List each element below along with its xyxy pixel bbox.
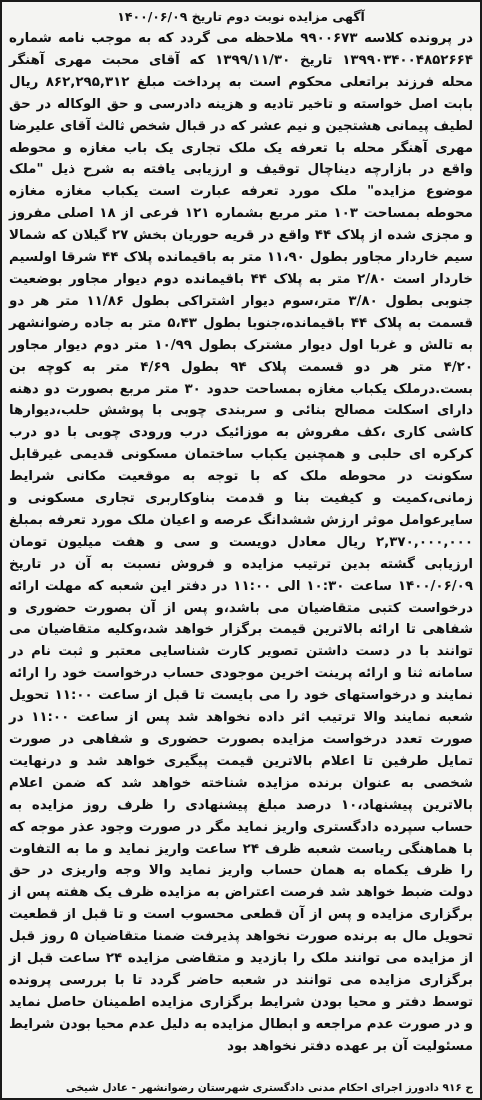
notice-body — [9, 28, 473, 1058]
notice-footer: ح ۹۱۶ دادورز اجرای احکام مدنی دادگستری شهرستان رضوانشهر - عادل شیخی — [65, 1082, 473, 1094]
notice-body-paragraph: در پرونده کلاسه ۹۹۰۰۶۷۳ ملاحظه می گردد که به موجب نامه شماره ۱۳۹۹۰۳۴۰۰۴۸۵۲۶۶۴ تاریخ ۱۳۹۹/۱۱/۳۰ که آقای محبت مهری آهنگر محله فرزند براتعلی محکوم است به پرداخت مبلغ ۸۶۲,۲۹۵,۳۱۲ ریال بابت اصل خواسته و تاخیر تادیه و هزینه دادرسی و حق الوکاله در حق لطیف پیمانی هشتجین و نیم عشر که در قبال شخص ثالث آقای علیرضا مهری آهنگر محله با تعرفه یک ملک تجاری یک باب مغازه و محوطه واقع در بازارچه دیناچال توقیف و ارزیابی یافته به شرح ذیل "ملک موضوع مزایده" ملک مورد تعرفه عبارت است یکباب مغازه مغازه محوطه بمساحت ۱۰۳ متر مربع بشماره ۱۲۱ فرعی از ۱۸ اصلی مفروز و مجزی شده از پلاک ۴۴ واقع در قریه حوریان بخش ۲۷ گیلان که شمالا سیم خاردار مجاور بطول ۱۱،۹۰ متر به باقیمانده پلاک ۴۴ شرقا اولسیم خاردار است ۲/۸۰ متر به پلاک ۴۴ باقیمانده دوم دیوار مجاور بوضعیت جنوبی بطول ۳/۸۰ متر،سوم دیوار اشتراکی بطول ۱۱/۸۶ متر هر دو قسمت به پلاک ۴۴ باقیمانده،جنوبا بطول ۵،۴۳ متر به جاده رضوانشهر به تالش و غربا اول دیوار مشترک بطول ۱۰/۹۹ متر دوم دیوار مجاور ۴/۲۰ متر هر دو قسمت پلاک ۹۴ بطول ۴/۶۹ متر به کوچه بن بست.درملک یکباب مغازه بمساحت حدود ۳۰ متر مربع بصورت دو دهنه دارای اسکلت مصالح بنائی و سربندی چوبی با پوشش حلب،دیوارها کاشی کاری ،کف مفروش به موزائیک درب ورودی چوبی با دو درب کرکره ای حلبی و همچنین یکباب ساختمان مسکونی قدیمی غیرقابل سکونت در محوطه ملک که با توجه به موقعیت مکانی شرایط زمانی،کمیت و کیفیت بنا و قدمت بناوکاربری تجاری مسکونی و سایرعوامل موثر ارزش ششدانگ عرصه و اعیان ملک مورد تعرفه بمبلغ ۲,۳۷۰,۰۰۰,۰۰۰ ریال معادل دویست و سی و هفت میلیون تومان ارزیابی گشته بدین ترتیب مزایده و فروش نسبت به آن در تاریخ ۱۴۰۰/۰۶/۰۹ ساعت ۱۰:۳۰ الی ۱۱:۰۰ در دفتر این شعبه که مهلت ارائه درخواست کتبی متقاضیان می باشد،و پس از آن بصورت حضوری و شفاهی تا ارائه بالاترین قیمت برگزار خواهد شد،وکلیه متقاضیان می توانند با در دست داشتن تصویر کارت شناسایی معتبر و ثبت نام در سامانه ثنا و ارائه پرینت اخرین موجودی حساب درخواست خود را ارائه نمایند و درخواستهای خود را می بایست تا قبل از ساعت ۱۱:۰۰ تحویل شعبه نمایند والا ترتیب اثر داده نخواهد شد پس از ساعت ۱۱:۰۰ در صورت تعدد درخواست مزایده بصورت حضوری و شفاهی در صورت تمایل طرفین تا اعلام بالاترین قیمت پیگیری خواهد شد و درنهایت شخصی به عنوان برنده مزایده شناخته خواهد شد که ضمن اعلام بالاترین پیشنهاد،۱۰ درصد مبلغ پیشنهادی را ظرف روز مزایده به حساب سپرده دادگستری واریز نماید مگر در صورت وجود عذر موجه که با هماهنگی ریاست شعبه ظرف ۲۴ ساعت واریز نماید و ما به التفاوت را ظرف یکماه به همان حساب واریز نماید والا وجه واریزی در حق دولت ضبط خواهد شد فرصت اعتراض به مزایده ظرف یک هفته پس از برگزاری مزایده و پس از آن قطعی محسوب است و تا قبل از قطعیت تحویل مال به برنده صورت نخواهد پذیرفت ضمنا متقاضیان ۵ روز قبل از مزایده می توانند ملک را بازدید و متقاضی مزایده ۲۴ ساعت قبل از برگزاری مزایده می توانند در شعبه حاضر گردد تا با بررسی پرونده توسط دفتر و محیا بودن شرایط برگزاری مزایده اطمینان حاصل نماید و در صورت عدم مراجعه و ابطال مزایده به دلیل عدم محیا بودن شرایط مسئولیت آن بر عهده دفتر نخواهد بود — [9, 31, 474, 1054]
notice-title: آگهی مزایده نوبت دوم تاریخ ۱۴۰۰/۰۶/۰۹ — [117, 9, 365, 24]
